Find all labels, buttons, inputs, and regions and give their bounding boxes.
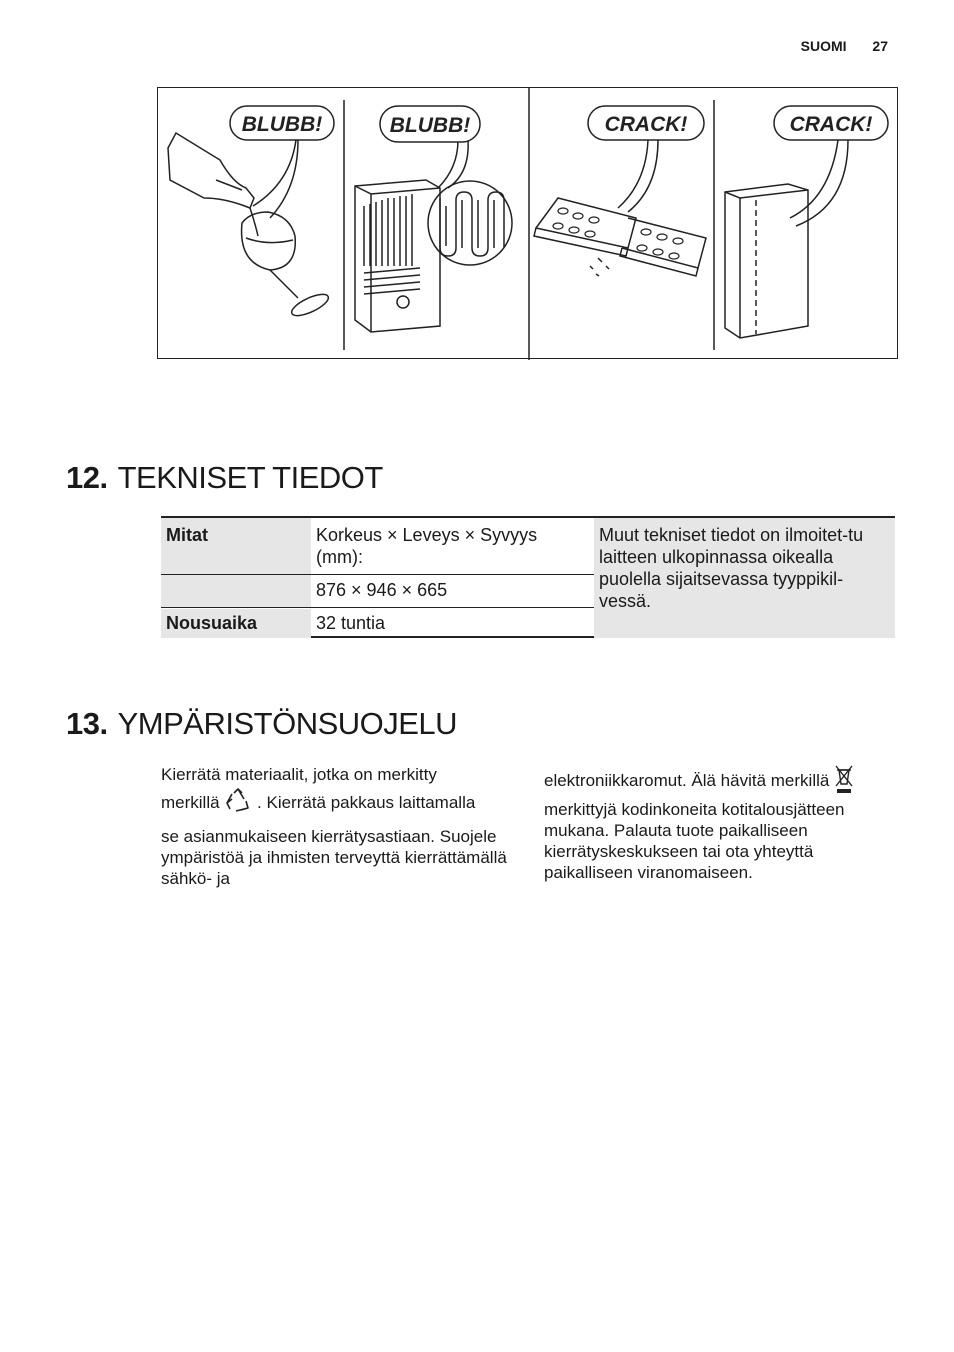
bubble-4-text: CRACK!: [789, 113, 873, 136]
section-13-title: YMPÄRISTÖNSUOJELU: [117, 706, 458, 741]
recycle-icon: [224, 787, 252, 820]
page-header: [779, 38, 888, 54]
section-13-left-column: [161, 764, 511, 889]
header-language: SUOMI: [800, 38, 847, 54]
row3-label: Nousuaika: [166, 613, 258, 633]
left-line-1: Kierrätä materiaalit, jotka on merkitty: [161, 765, 437, 784]
row1-label: Mitat: [166, 525, 208, 545]
spec-note: Muut tekniset tiedot on ilmoitet-tu laitteen ulkopinnassa oikealla puolella sijaitsevassa tyyppikil-vessä.: [599, 525, 864, 611]
noise-illustration-drawing: [158, 88, 899, 360]
section-13-right-column: [544, 764, 884, 883]
row3-value: 32 tuntia: [316, 613, 386, 633]
right-line-1-text: elektroniikkaromut. Älä hävitä merkillä: [544, 770, 830, 790]
header-page-number: 27: [872, 38, 888, 54]
bubble-2-text: BLUBB!: [389, 114, 471, 137]
row-divider-1: [161, 574, 594, 575]
left-line-2a: merkillä: [161, 792, 220, 812]
left-line-2: [161, 787, 511, 820]
crossed-out-bin-icon: [834, 764, 854, 799]
bubble-3-text: CRACK!: [604, 113, 688, 136]
left-rest: se asianmukaiseen kierrätysastiaan. Suojele ympäristöä ja ihmisten terveyttä kierrättämällä sähkö- ja: [161, 827, 507, 888]
bubble-1-text: BLUBB!: [241, 113, 323, 136]
row1-value: Korkeus × Leveys × Syvyys (mm):: [316, 525, 538, 567]
section-12-number: 12.: [66, 460, 108, 495]
spec-table: [161, 516, 895, 638]
section-13-heading: [66, 706, 457, 742]
section-13-number: 13.: [66, 706, 108, 741]
section-12-heading: [66, 460, 383, 496]
right-rest: merkittyjä kodinkoneita kotitalousjätteen mukana. Palauta tuote paikalliseen kierrätyskeskukseen tai ota yhteyttä paikalliseen viranomaiseen.: [544, 800, 845, 882]
row2-value: 876 × 946 × 665: [316, 580, 448, 600]
right-line-1: [544, 764, 884, 799]
shade-row2-label: [161, 575, 311, 608]
noise-illustration: [157, 87, 898, 359]
left-line-2b: . Kierrätä pakkaus laittamalla: [257, 792, 476, 812]
row-divider-2: [161, 607, 594, 608]
section-12-title: TEKNISET TIEDOT: [117, 460, 383, 495]
